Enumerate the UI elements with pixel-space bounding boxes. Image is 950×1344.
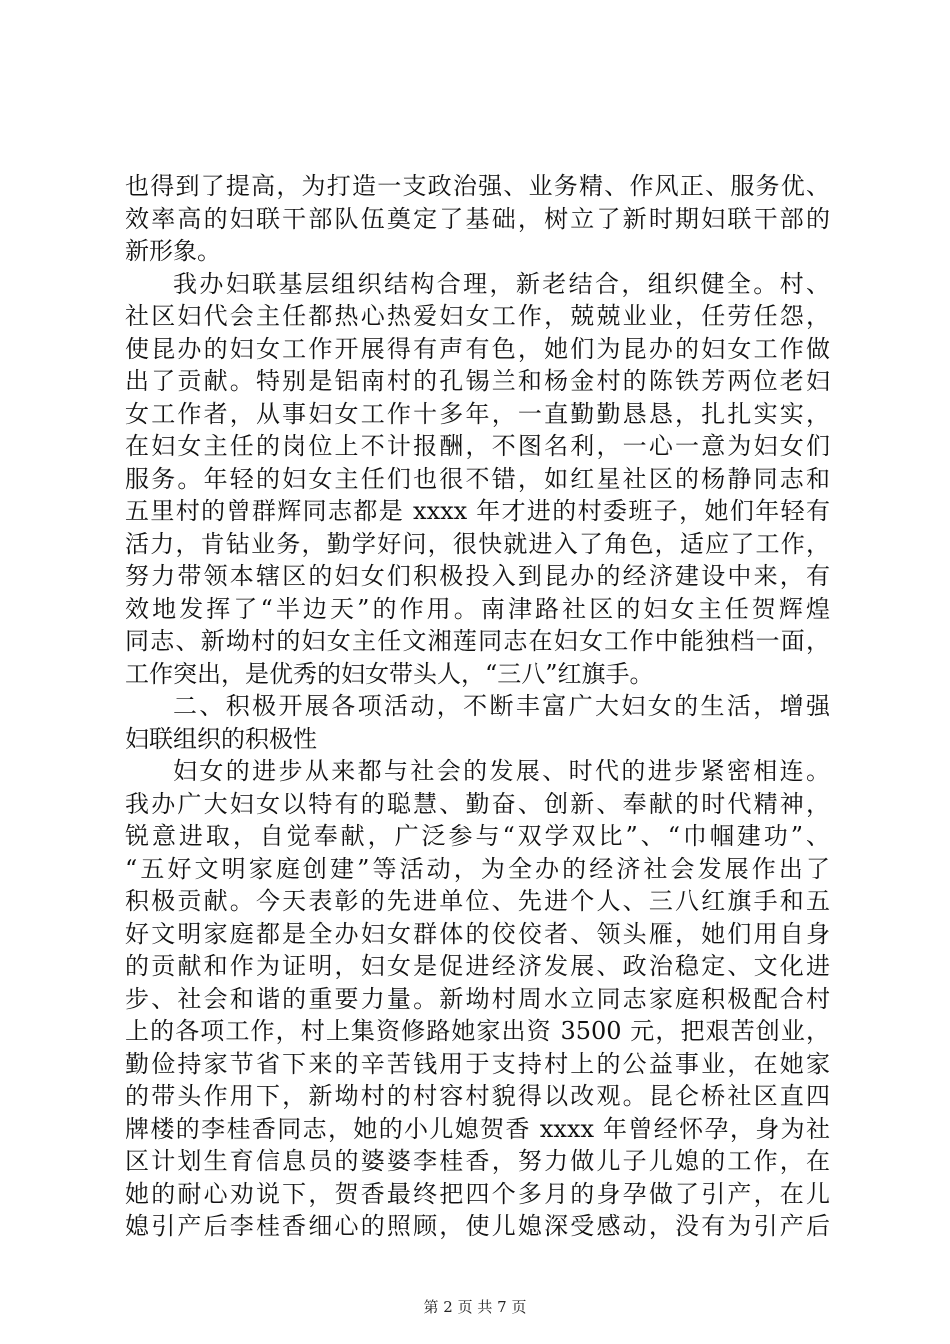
text-line: 我办广大妇女以特有的聪慧、勤奋、创新、奉献的时代精神， (125, 789, 830, 818)
text-line: 效率高的妇联干部队伍奠定了基础，树立了新时期妇联干部的 (125, 204, 830, 233)
text-line: 勤俭持家节省下来的辛苦钱用于支持村上的公益事业，在她家 (125, 1049, 830, 1078)
text-line: 媳引产后李桂香细心的照顾，使儿媳深受感动，没有为引产后 (125, 1212, 830, 1240)
text-line: 使昆办的妇女工作开展得有声有色，她们为昆办的妇女工作做 (125, 334, 830, 363)
text-line: 积极贡献。今天表彰的先进单位、先进个人、三八红旗手和五 (125, 887, 830, 915)
text-line: 锐意进取，自觉奉献，广泛参与“双学双比”、“巾帼建功”、 (125, 822, 830, 850)
text-line: 她的耐心劝说下，贺香最终把四个多月的身孕做了引产，在儿 (125, 1179, 830, 1208)
text-line: 我办妇联基层组织结构合理，新老结合，组织健全。村、 (173, 269, 830, 298)
body-text (125, 170, 830, 1243)
text-line: 活力，肯钻业务，勤学好问，很快就进入了角色，适应了工作， (125, 529, 830, 558)
text-line: “五好文明家庭创建”等活动，为全办的经济社会发展作出了 (125, 854, 830, 883)
text-line: 努力带领本辖区的妇女们积极投入到昆办的经济建设中来，有 (125, 562, 830, 590)
text-line: 同志、新坳村的妇女主任文湘莲同志在妇女工作中能独档一面， (125, 627, 830, 655)
text-line: 女工作者，从事妇女工作十多年，一直勤勤恳恳，扎扎实实， (125, 399, 830, 428)
text-line: 工作突出，是优秀的妇女带头人，“三八”红旗手。 (125, 659, 654, 688)
text-line: 区计划生育信息员的婆婆李桂香，努力做儿子儿媳的工作，在 (125, 1147, 830, 1175)
text-line: 上的各项工作，村上集资修路她家出资 3500 元，把艰苦创业， (125, 1017, 830, 1045)
text-line: 妇联组织的积极性 (125, 724, 317, 753)
page-footer: 第 2 页 共 7 页 (423, 1298, 527, 1316)
text-line: 好文明家庭都是全办妇女群体的佼佼者、领头雁，她们用自身 (125, 919, 830, 948)
text-line: 步、社会和谐的重要力量。新坳村周水立同志家庭积极配合村 (125, 984, 830, 1013)
text-line: 二、积极开展各项活动，不断丰富广大妇女的生活，增强 (173, 692, 830, 720)
text-line: 五里村的曾群辉同志都是 xxxx 年才进的村委班子，她们年轻有 (125, 497, 830, 525)
text-line: 效地发挥了“半边天”的作用。南津路社区的妇女主任贺辉煌 (125, 594, 830, 623)
text-line: 服务。年轻的妇女主任们也很不错，如红星社区的杨静同志和 (125, 464, 830, 493)
text-line: 也得到了提高，为打造一支政治强、业务精、作风正、服务优、 (125, 172, 830, 200)
text-line: 新形象。 (125, 237, 221, 265)
text-line: 妇女的进步从来都与社会的发展、时代的进步紧密相连。 (173, 757, 830, 785)
text-line: 出了贡献。特别是铝南村的孔锡兰和杨金村的陈铁芳两位老妇 (125, 367, 830, 395)
text-line: 牌楼的李桂香同志，她的小儿媳贺香 xxxx 年曾经怀孕，身为社 (125, 1114, 830, 1143)
text-line: 的贡献和作为证明，妇女是促进经济发展、政治稳定、文化进 (125, 952, 830, 980)
text-line: 社区妇代会主任都热心热爱妇女工作，兢兢业业，任劳任怨， (125, 302, 830, 330)
text-line: 在妇女主任的岗位上不计报酬，不图名利，一心一意为妇女们 (125, 432, 830, 460)
text-line: 的带头作用下，新坳村的村容村貌得以改观。昆仑桥社区直四 (125, 1082, 830, 1110)
